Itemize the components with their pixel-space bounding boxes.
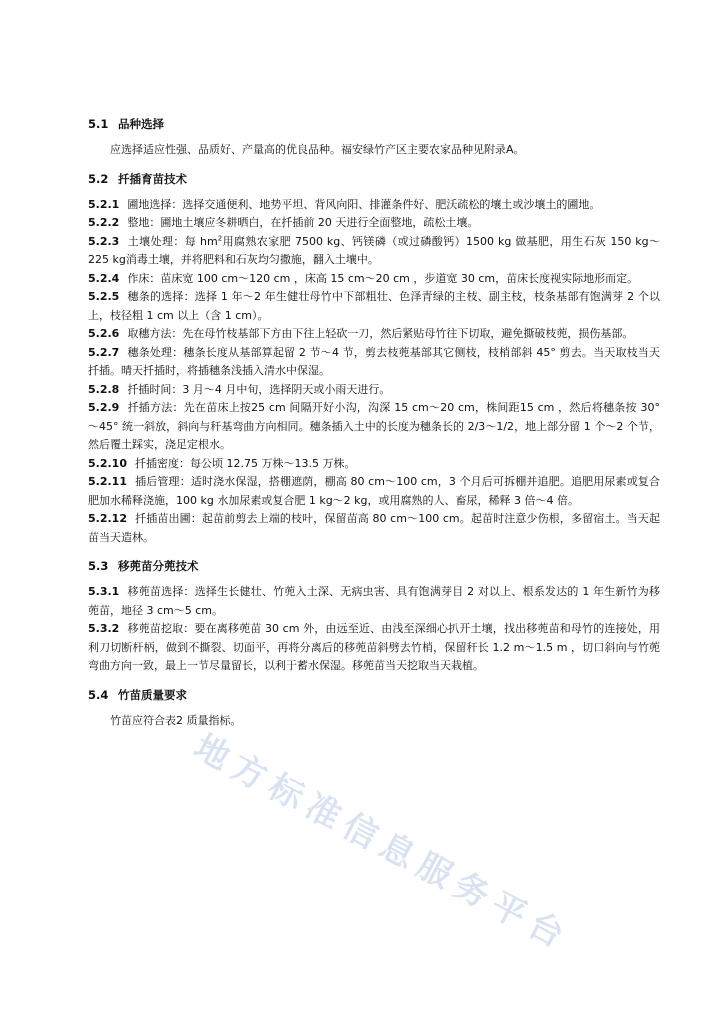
clause-number: 5.2.2 [88, 216, 120, 229]
clause-number: 5.2.1 [88, 197, 120, 211]
clause-number: 5.2.3 [88, 234, 120, 248]
paragraph-5-4: 竹苗应符合表2 质量指标。 [110, 713, 242, 727]
section-heading-5-3 [88, 558, 660, 575]
clause-text: 整地：圃地土壤应冬耕晒白，在扦插前 20 天进行全面整地，疏松土壤。 [127, 216, 479, 229]
clause-5-2-5 [88, 288, 660, 325]
page-content [88, 116, 660, 730]
clause-text: 扦插方法：先在苗床上按25 cm 间隔开好小沟，沟深 15 cm～20 cm，株间距15 cm ，然后将穗条按 30° ～45° 统一斜放，斜向与秆基弯曲方向相同。穗条插入土中的长度为穗条长的 2/3～1/2，地上部分留 1 个～2 个节，然后覆土踩实，浇足定根水。 [88, 401, 660, 451]
clause-number: 5.2.4 [88, 271, 120, 285]
clause-text: 圃地选择：选择交通便利、地势平坦、背风向阳、排灌条件好、肥沃疏松的壤土或沙壤土的圃地。 [127, 197, 601, 211]
clause-number: 5.2.6 [88, 327, 120, 340]
clause-number: 5.2.10 [88, 456, 127, 470]
clause-text: 扦插密度：每公顷 12.75 万株～13.5 万株。 [134, 456, 356, 470]
section-number: 5.2 [88, 171, 109, 186]
clause-number: 5.3.2 [88, 622, 120, 635]
clause-number: 5.2.12 [88, 512, 127, 525]
clause-text: 穗条的选择：选择 1 年～2 年生健壮母竹中下部粗壮、色泽青绿的主枝、副主枝，枝条基部有饱满芽 2 个以上，枝径粗 1 cm 以上（含 1 cm）。 [88, 290, 660, 322]
section-heading-5-1 [88, 116, 660, 133]
clause-text: 移蔸苗挖取：要在离移蔸苗 30 cm 外，由远至近、由浅至深细心扒开土壤，找出移蔸苗和母竹的连接处，用利刀切断杆柄，做到不撕裂、切面平，再将分离后的移蔸苗斜劈去竹梢，保留秆长 1.2 m～1.5 m ，切口斜向与竹蔸弯曲方向一致，最上一节尽量留长，以利于蓄水保湿。移蔸苗当天挖取当天栽植。 [88, 622, 660, 672]
clause-text: 移蔸苗选择：选择生长健壮、竹蔸入土深、无病虫害、具有饱满芽目 2 对以上、根系发达的 1 年生新竹为移蔸苗，地径 3 cm～5 cm。 [88, 585, 660, 617]
clause-5-3-1 [88, 583, 660, 620]
clause-number: 5.2.11 [88, 475, 127, 488]
paragraph-5-1: 应选择适应性强、品质好、产量高的优良品种。福安绿竹产区主要农家品种见附录A。 [110, 143, 525, 156]
clause-5-2-10 [88, 455, 660, 474]
clause-5-2-3 [88, 233, 660, 270]
section-title: 移蔸苗分蔸技术 [118, 559, 199, 573]
section-number: 5.4 [88, 687, 109, 702]
clause-5-2-9 [88, 399, 660, 455]
section-heading-5-4 [88, 687, 660, 704]
clause-text: 扦插时间：3 月～4 月中旬，选择阴天或小雨天进行。 [127, 382, 391, 396]
clause-number: 5.2.5 [88, 290, 120, 303]
clause-5-3-2 [88, 620, 660, 676]
clause-5-2-7 [88, 344, 660, 381]
clause-5-2-12 [88, 510, 660, 547]
clause-text: 取穗方法：先在母竹枝基部下方由下往上轻砍一刀，然后紧贴母竹往下切取，避免撕破枝蔸，损伤基部。 [127, 327, 634, 340]
clause-5-2-8 [88, 381, 660, 400]
watermark: 地方标准信息服务平台 [187, 727, 578, 960]
section-title: 扦插育苗技术 [118, 171, 187, 186]
clause-number: 5.2.8 [88, 382, 120, 396]
clause-5-2-4 [88, 270, 660, 289]
section-title: 竹苗质量要求 [118, 687, 187, 702]
clause-number: 5.2.7 [88, 345, 120, 359]
superscript: 2 [217, 233, 223, 242]
clause-text: 插后管理：适时浇水保湿，搭棚遮荫，棚高 80 cm～100 cm，3 个月后可拆棚并追肥。追肥用尿素或复合肥加水稀释浇施，100 kg 水加尿素或复合肥 1 kg～2 kg，或用腐熟的人、畜尿，稀释 3 倍～4 倍。 [88, 475, 660, 507]
clause-text: 土壤处理：每 hm [127, 234, 218, 248]
section-number: 5.3 [88, 559, 109, 573]
section-title: 品种选择 [118, 117, 164, 131]
section-number: 5.1 [88, 117, 109, 131]
section-heading-5-2 [88, 171, 660, 188]
clause-text-cont: 用腐熟农家肥 7500 kg、钙镁磷（或过磷酸钙）1500 kg 做基肥，用生石灰 150 kg～225 kg消毒土壤，并将肥料和石灰均匀撒施，翻入土壤中。 [88, 234, 660, 266]
clause-text: 穗条处理：穗条长度从基部算起留 2 节～4 节，剪去枝蔸基部其它侧枝，枝梢部斜 45° 剪去。当天取枝当天扦插。晴天扦插时，将插穗条浅插入清水中保湿。 [88, 345, 660, 377]
clause-5-2-2 [88, 214, 660, 233]
clause-5-2-6 [88, 325, 660, 344]
clause-5-2-1 [88, 196, 660, 215]
clause-text: 作床：苗床宽 100 cm～120 cm ，床高 15 cm～20 cm ，步道宽 30 cm，苗床长度视实际地形而定。 [127, 271, 639, 285]
clause-5-2-11 [88, 473, 660, 510]
clause-text: 扦插苗出圃：起苗前剪去上端的枝叶，保留苗高 80 cm～100 cm。起苗时注意少伤根，多留宿土。当天起苗当天造林。 [88, 512, 660, 544]
clause-number: 5.2.9 [88, 401, 120, 414]
clause-number: 5.3.1 [88, 585, 120, 598]
